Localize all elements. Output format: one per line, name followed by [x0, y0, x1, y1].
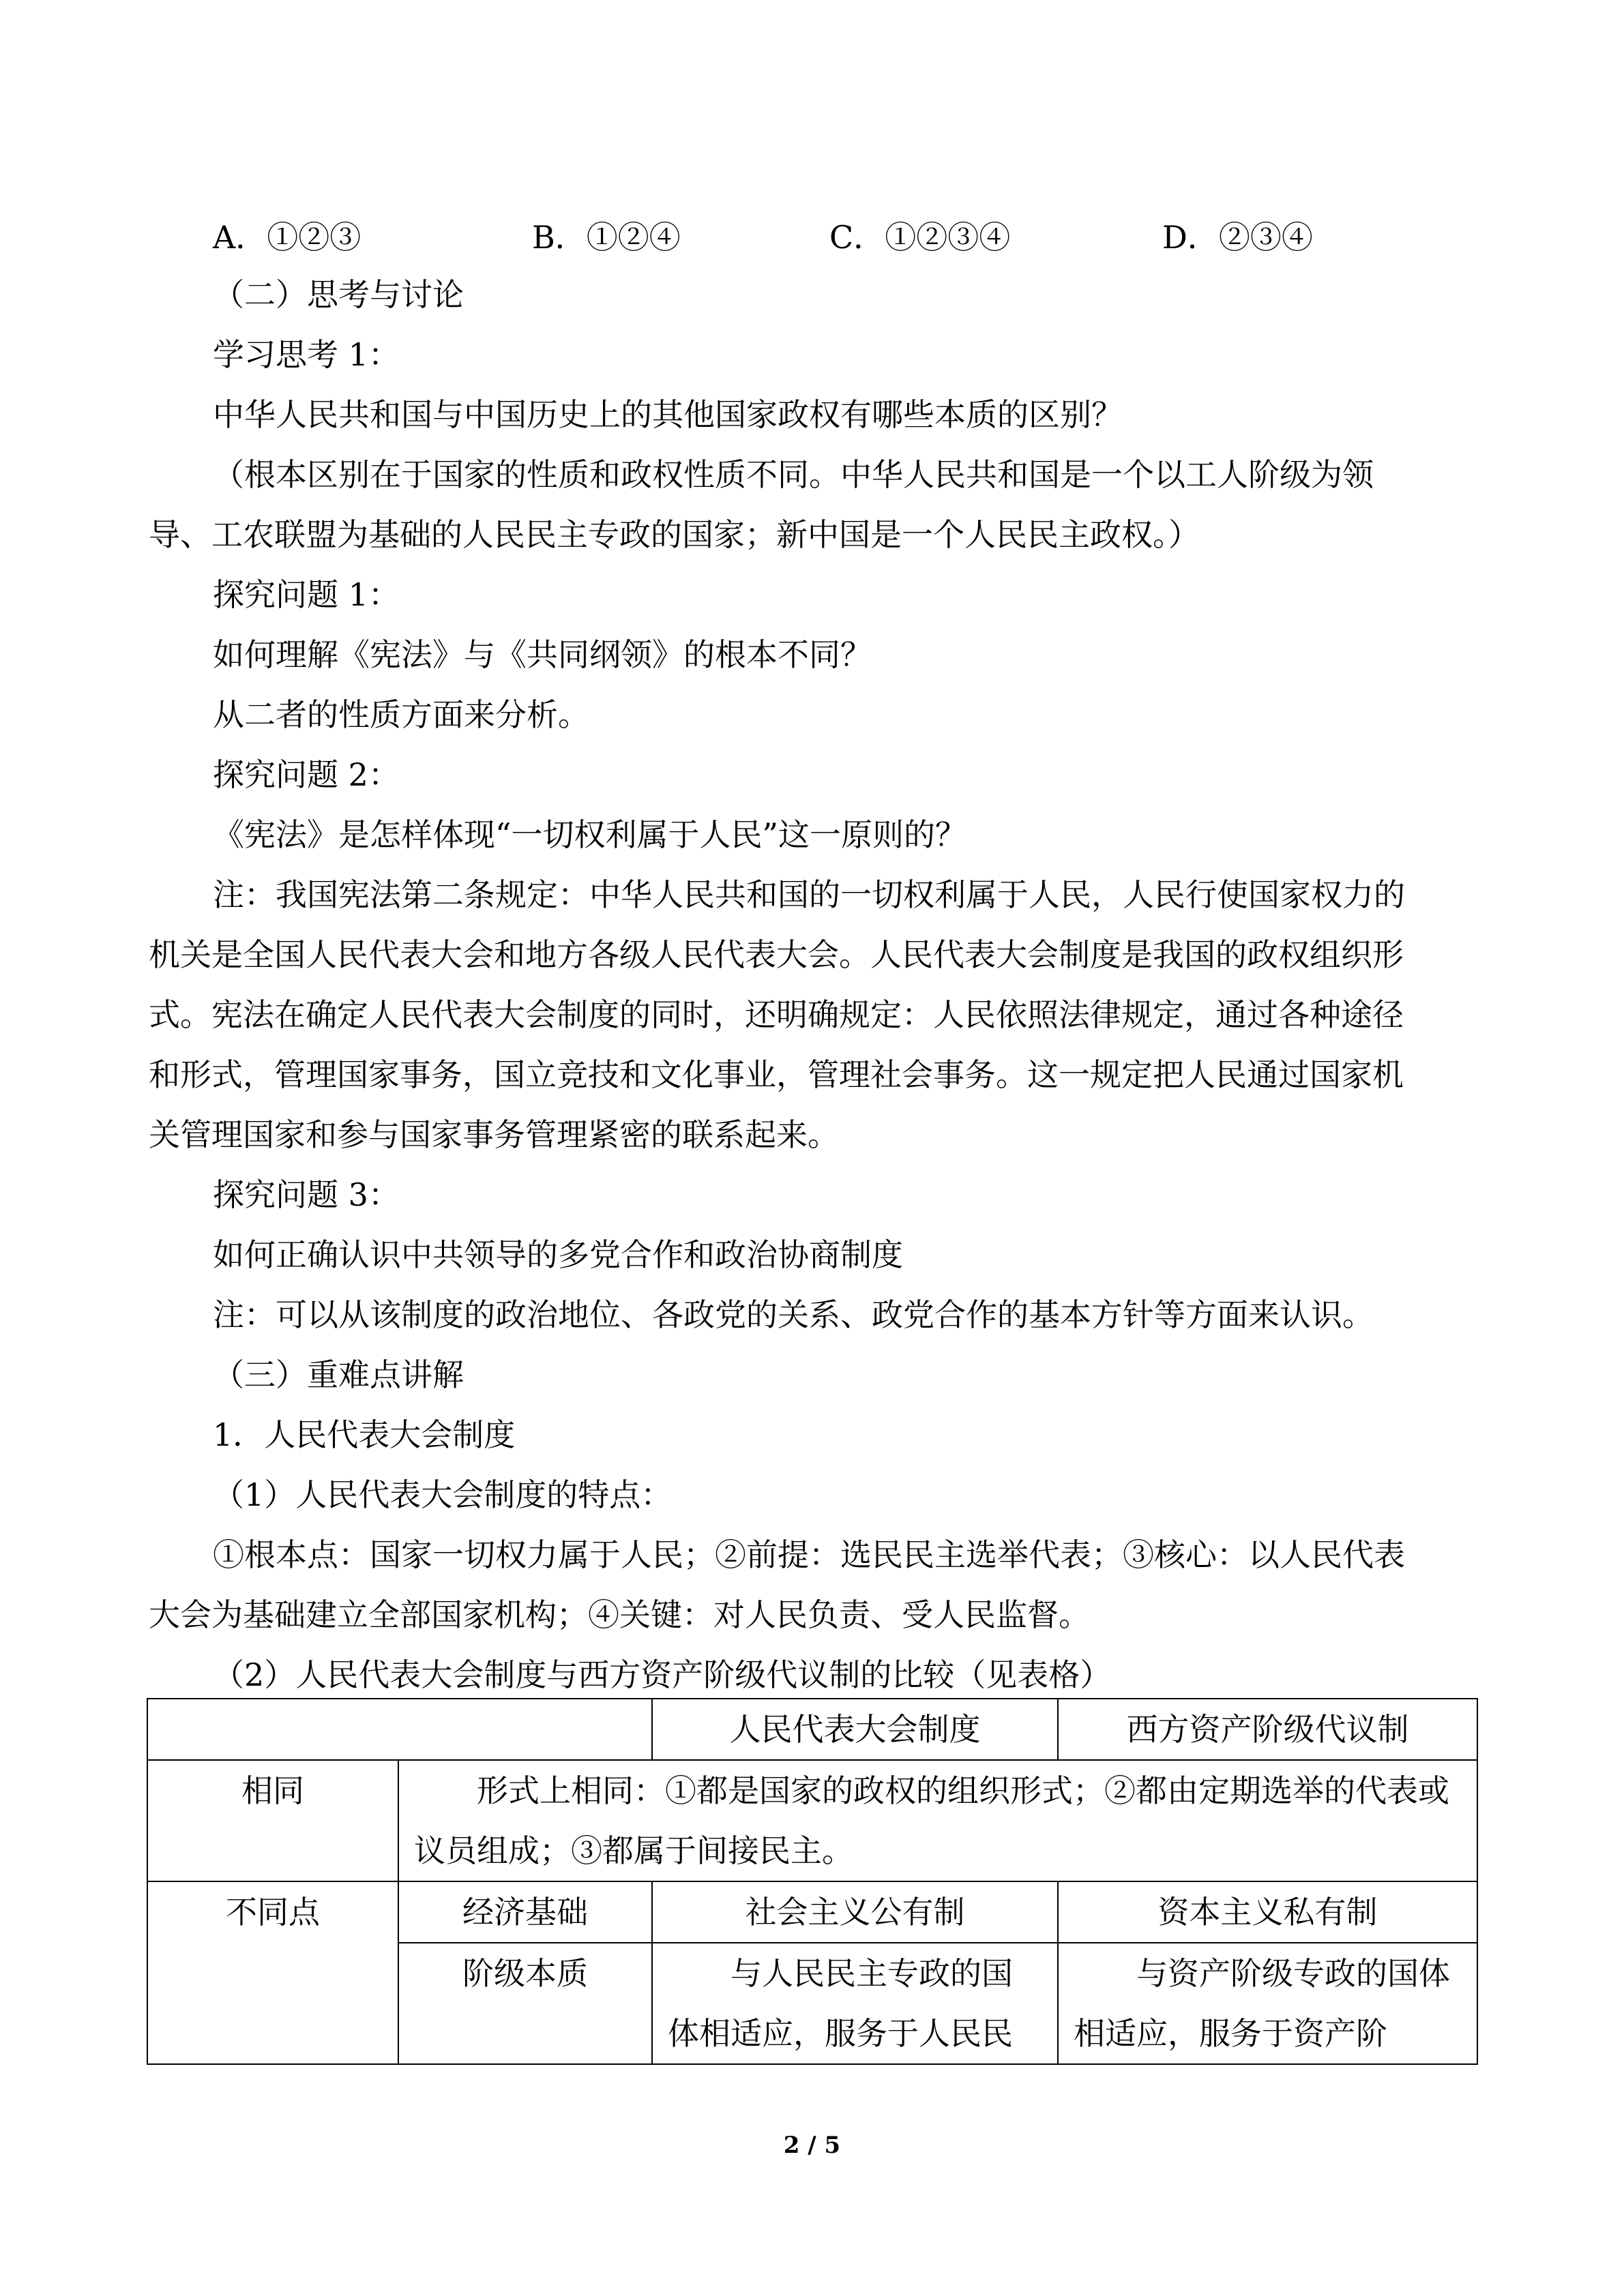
same-label: 相同	[147, 1760, 398, 1881]
option-c: C．①②③④	[829, 219, 1011, 256]
q1-question: 如何理解《宪法》与《共同纲领》的根本不同？	[213, 636, 872, 673]
key-point-1-features-line1: ①根本点：国家一切权力属于人民；②前提：选民民主选举代表；③核心：以人民代表	[213, 1536, 1405, 1573]
think1-question: 中华人民共和国与中国历史上的其他国家政权有哪些本质的区别？	[213, 396, 1123, 433]
q3-label: 探究问题 3：	[213, 1176, 400, 1213]
table-row-economic-basis	[147, 1881, 1477, 1943]
q2-note-line1: 注：我国宪法第二条规定：中华人民共和国的一切权利属于人民，人民行使国家权力的	[213, 876, 1405, 913]
diff-label: 不同点	[147, 1881, 398, 2064]
page-number: 2 / 5	[783, 2132, 841, 2159]
comparison-table	[147, 1698, 1478, 2065]
economic-basis-western: 资本主义私有制	[1058, 1881, 1477, 1943]
table-header-npc: 人民代表大会制度	[652, 1699, 1058, 1760]
class-nature-western: 与资产阶级专政的国体相适应，服务于资产阶	[1058, 1943, 1477, 2064]
think1-answer-line1: （根本区别在于国家的性质和政权性质不同。中华人民共和国是一个以工人阶级为领	[213, 456, 1374, 493]
option-d: D．②③④	[1162, 219, 1313, 256]
same-description: 形式上相同：①都是国家的政权的组织形式；②都由定期选举的代表或议员组成；③都属于间接民主。	[398, 1760, 1477, 1881]
table-header-western: 西方资产阶级代议制	[1058, 1699, 1477, 1760]
option-b: B．①②④	[532, 219, 681, 256]
option-a: A．①②③	[213, 219, 361, 256]
q1-label: 探究问题 1：	[213, 576, 400, 613]
q3-question: 如何正确认识中共领导的多党合作和政治协商制度	[213, 1236, 903, 1273]
table-row-same	[147, 1760, 1477, 1881]
class-nature-label: 阶级本质	[398, 1943, 652, 2064]
think1-label: 学习思考 1：	[213, 336, 400, 373]
q2-note-line3: 式。宪法在确定人民代表大会制度的同时，还明确规定：人民依照法律规定，通过各种途径	[149, 996, 1404, 1033]
q1-hint: 从二者的性质方面来分析。	[213, 696, 589, 733]
q2-note-line4: 和形式，管理国家事务，国立竞技和文化事业，管理社会事务。这一规定把人民通过国家机	[149, 1056, 1404, 1093]
q2-label: 探究问题 2：	[213, 756, 400, 793]
class-nature-npc: 与人民民主专政的国体相适应，服务于人民民	[652, 1943, 1058, 2064]
q2-note-line5: 关管理国家和参与国家事务管理紧密的联系起来。	[149, 1116, 839, 1153]
economic-basis-label: 经济基础	[398, 1881, 652, 1943]
section-heading-think: （二）思考与讨论	[213, 276, 464, 313]
economic-basis-npc: 社会主义公有制	[652, 1881, 1058, 1943]
key-point-1-features-line2: 大会为基础建立全部国家机构；④关键：对人民负责、受人民监督。	[149, 1596, 1090, 1633]
q3-note: 注：可以从该制度的政治地位、各政党的关系、政党合作的基本方针等方面来认识。	[213, 1296, 1374, 1333]
section-heading-key-points: （三）重难点讲解	[213, 1356, 464, 1393]
key-point-1-sub1: （1）人民代表大会制度的特点：	[213, 1476, 673, 1513]
think1-answer-line2: 导、工农联盟为基础的人民民主专政的国家；新中国是一个人民民主政权。）	[149, 516, 1200, 553]
key-point-1-title: 1．人民代表大会制度	[213, 1416, 516, 1453]
q2-note-line2: 机关是全国人民代表大会和地方各级人民代表大会。人民代表大会制度是我国的政权组织形	[149, 936, 1404, 973]
key-point-1-sub2: （2）人民代表大会制度与西方资产阶级代议制的比较（见表格）	[213, 1656, 1112, 1693]
q2-question: 《宪法》是怎样体现“一切权利属于人民”这一原则的？	[213, 816, 967, 853]
table-header-row	[147, 1699, 1477, 1760]
table-corner-cell	[147, 1699, 652, 1760]
